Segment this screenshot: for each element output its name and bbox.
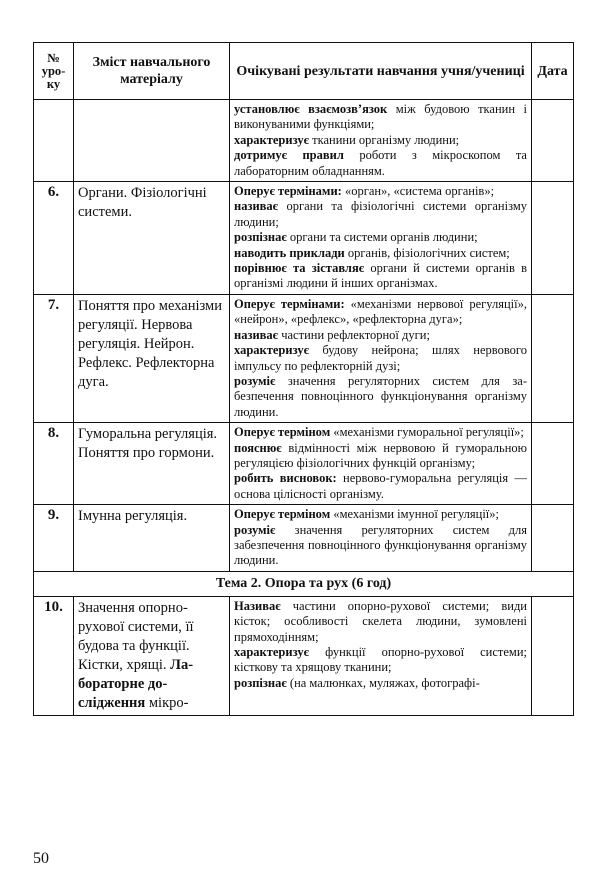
lesson-date — [532, 294, 574, 422]
table-row — [34, 505, 574, 572]
lesson-topic: Імунна регуляція. — [74, 505, 230, 572]
result-text: «механізми нервової регуляції», «нейрон», «рефлекс», «рефлекторна дуга»; — [234, 296, 527, 327]
topic-lab-label: Лабораторне дослідження — [78, 656, 194, 711]
result-text: будову нейрона; шлях нервового імпульсу по рефлекторній дузі; — [234, 343, 527, 373]
table-row — [34, 596, 574, 715]
result-line — [234, 425, 527, 440]
lesson-date — [532, 100, 574, 182]
result-line — [234, 230, 527, 245]
result-verb: Оперує терміном — [234, 425, 331, 440]
table-row — [34, 294, 574, 422]
result-line — [234, 261, 527, 292]
curriculum-table — [33, 42, 574, 716]
result-line — [234, 184, 527, 199]
result-verb: Називає — [234, 598, 281, 613]
result-text: між будовою тканин і виконуваними функціями; — [234, 102, 527, 132]
result-verb: установлює взаємозв’язок — [234, 102, 388, 116]
result-verb: розпізнає — [234, 230, 287, 245]
table-row — [34, 423, 574, 505]
page-number: 50 — [33, 850, 49, 867]
table-row — [34, 100, 574, 182]
lesson-results — [230, 596, 532, 715]
lesson-date — [532, 505, 574, 572]
result-text: функції опорно-рухової системи; кісткову та хрящову тканини; — [234, 645, 527, 675]
result-text: частини опорно-рухової системи; види кісток; особливості скелета людини, зумовлені прямоходінням; — [234, 598, 527, 644]
result-text: (на малюнках, муляжах, фотографі- — [286, 675, 480, 690]
result-line — [234, 441, 527, 472]
lesson-results — [230, 100, 532, 182]
lesson-number: 10. — [34, 596, 74, 715]
lesson-topic: Органи. Фізіологічні системи. — [74, 182, 230, 295]
lesson-topic — [74, 596, 230, 715]
result-line — [234, 328, 527, 343]
result-verb: пояснює — [234, 440, 282, 455]
lesson-number: 6. — [34, 182, 74, 295]
result-line — [234, 523, 527, 569]
result-verb: Оперує термінами: — [234, 184, 342, 199]
lesson-results — [230, 505, 532, 572]
result-text: органів, фізіологічних систем; — [344, 245, 510, 260]
result-line — [234, 645, 527, 676]
result-verb: робить висновок: — [234, 471, 337, 486]
lesson-number: 7. — [34, 294, 74, 422]
lesson-results — [230, 294, 532, 422]
result-verb: розпізнає — [234, 675, 287, 690]
lesson-number — [34, 100, 74, 182]
result-verb: називає — [234, 327, 279, 342]
result-line — [234, 599, 527, 645]
result-line — [234, 297, 527, 328]
result-line — [234, 471, 527, 502]
result-line — [234, 343, 527, 374]
result-verb: розуміє — [234, 373, 276, 388]
result-text: органи та системи органів людини; — [286, 230, 478, 245]
lesson-topic — [74, 100, 230, 182]
lesson-number: 8. — [34, 423, 74, 505]
header-lesson-number: № уроку — [34, 43, 74, 100]
result-verb: називає — [234, 199, 279, 214]
result-verb: порівнює та зіставляє — [234, 261, 365, 276]
result-line — [234, 507, 527, 522]
lesson-date — [532, 423, 574, 505]
result-text: «механізми гуморальної регуляції»; — [330, 425, 524, 440]
lesson-topic: Гуморальна регуляція. Поняття про гормони. — [74, 423, 230, 505]
header-results: Очікувані результати навчання учня/учениці — [230, 43, 532, 100]
result-text: нервово-гуморальна регуляція — основа цілісності організму. — [234, 471, 528, 501]
header-date: Дата — [532, 43, 574, 100]
lesson-results — [230, 423, 532, 505]
result-text: значення регуляторних систем для забезпечення повноцінного функціонування організму людини. — [234, 522, 527, 568]
lesson-date — [532, 182, 574, 295]
result-verb: характеризує — [234, 343, 309, 358]
result-verb: дотримує правил — [234, 148, 344, 163]
result-text: частини рефлекторної дуги; — [278, 327, 430, 342]
result-text: «орган», «система органів»; — [341, 184, 495, 199]
result-verb: характеризує — [234, 645, 309, 659]
lesson-date — [532, 596, 574, 715]
lesson-number: 9. — [34, 505, 74, 572]
result-text: тканини організму людини; — [309, 132, 460, 147]
result-text: органи й системи органів в організмі людини й інших організмах. — [234, 261, 527, 291]
result-verb: наводить приклади — [234, 245, 345, 260]
result-text: «механізми імунної регуляції»; — [330, 507, 499, 522]
result-text: органи та фізіологічні системи організму людини; — [234, 199, 527, 229]
result-verb: характеризує — [234, 132, 309, 147]
result-verb: розуміє — [234, 522, 276, 537]
table-body — [34, 100, 574, 716]
lesson-results — [230, 182, 532, 295]
result-line — [234, 148, 527, 179]
header-content: Зміст навчального матеріалу — [74, 43, 230, 100]
lesson-topic: Поняття про механізми регуляції. Нервова регуляція. Нейрон. Рефлекс. Рефлекторна дуга. — [74, 294, 230, 422]
result-line — [234, 133, 527, 148]
table-header-row — [34, 43, 574, 100]
result-line — [234, 374, 527, 420]
section-row — [34, 571, 574, 596]
result-text: значення регуляторних систем для забезпечення повноцінного функціонування організму людини. — [234, 373, 527, 419]
topic-text: Значення опорно-рухової системи, її будова та функції. Кістки, хрящі. — [78, 599, 194, 673]
result-verb: Оперує термінами: — [234, 296, 345, 311]
result-line — [234, 199, 527, 230]
result-verb: Оперує терміном — [234, 507, 331, 522]
result-line — [234, 102, 527, 133]
result-text: роботи з мікроскопом та лабораторним обладнанням. — [234, 148, 527, 178]
topic-text-tail: мікро- — [145, 694, 189, 711]
table-row — [34, 182, 574, 295]
result-line — [234, 246, 527, 261]
section-title: Тема 2. Опора та рух (6 год) — [34, 571, 574, 596]
result-line — [234, 676, 527, 691]
result-text: відмінності між нервовою й гуморальною регуляцією фізіологічних функцій організму; — [234, 440, 527, 470]
